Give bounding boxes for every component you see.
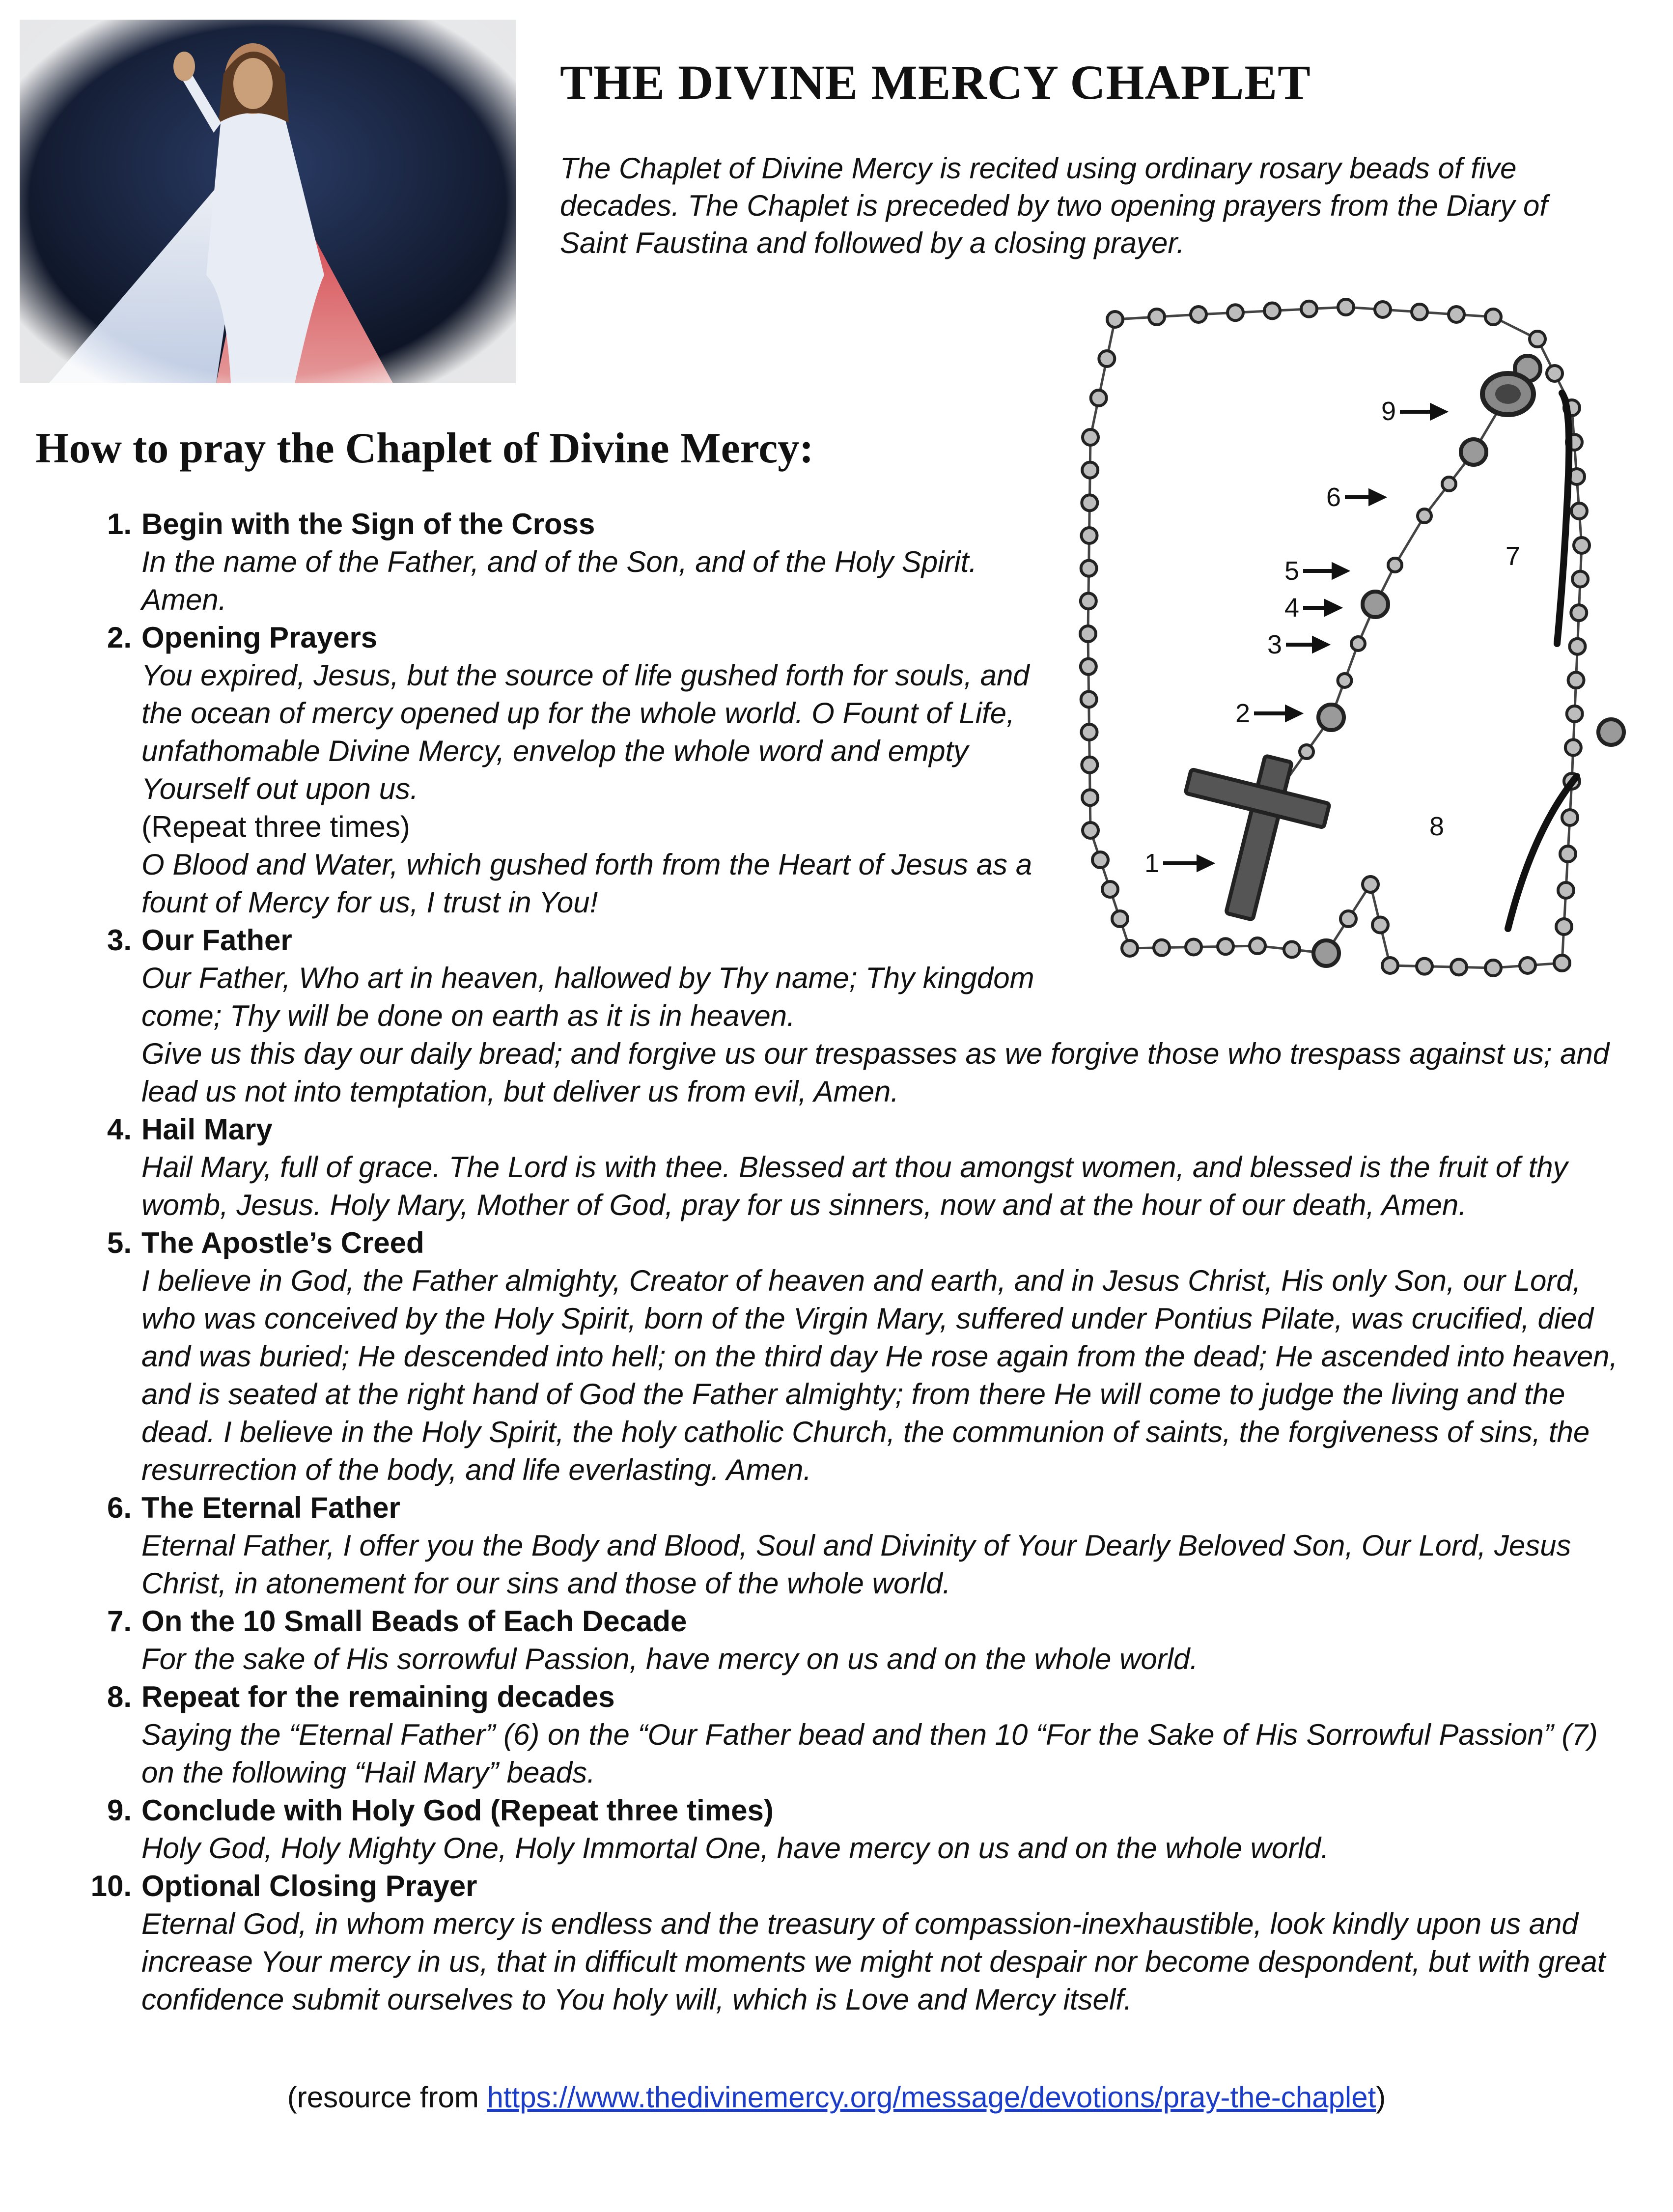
step-text-secondary: O Blood and Water, which gushed forth from the Heart of Jesus as a fount of Mercy for us, I trust in You! xyxy=(141,848,1032,919)
diagram-label-2: 2 xyxy=(1235,699,1251,728)
step-3 xyxy=(49,921,1636,1110)
rosary-bead xyxy=(1338,299,1354,315)
diagram-label-8: 8 xyxy=(1429,812,1445,841)
step-title: Optional Closing Prayer xyxy=(141,1870,477,1902)
step-number: 6. xyxy=(107,1491,132,1524)
step-number: 7. xyxy=(107,1605,132,1638)
step-title: Begin with the Sign of the Cross xyxy=(141,508,595,540)
step-title: On the 10 Small Beads of Each Decade xyxy=(141,1605,687,1638)
diagram-label-4: 4 xyxy=(1284,593,1300,623)
rosary-bead xyxy=(1547,366,1562,381)
step-number: 3. xyxy=(107,924,132,957)
step-10 xyxy=(49,1867,1636,2018)
diagram-label-1: 1 xyxy=(1144,849,1160,878)
rosary-bead xyxy=(1227,305,1243,320)
step-9 xyxy=(49,1791,1636,1867)
rosary-bead xyxy=(1082,462,1098,478)
source-suffix: ) xyxy=(1376,2081,1386,2114)
rosary-bead xyxy=(1442,477,1456,491)
step-text: Eternal Father, I offer you the Body and Blood, Soul and Divinity of Your Dearly Beloved Son, Our Lord, Jesus Christ, in atonement for our sins and those of the whole world. xyxy=(141,1529,1571,1600)
step-number: 4. xyxy=(107,1113,132,1146)
step-text: For the sake of His sorrowful Passion, have mercy on us and on the whole world. xyxy=(141,1643,1199,1675)
step-text: You expired, Jesus, but the source of life gushed forth for souls, and the ocean of mercy opened up for the whole world. O Fount of Life, unfathomable Divine Mercy, envelop the whole word and empty Yourself out upon us. xyxy=(141,659,1030,805)
rosary-bead xyxy=(1083,429,1098,445)
divine-mercy-image xyxy=(20,20,516,383)
rosary-bead xyxy=(1485,309,1501,325)
step-text: I believe in God, the Father almighty, Creator of heaven and earth, and in Jesus Christ, His only Son, our Lord, who was conceived by the Holy Spirit, born of the Virgin Mary, suffered under Pontius Pilate, was crucified, died and was buried; He descended into hell; on the third day He rose again from the dead; He ascended into heaven, and is seated at the right hand of God the Father almighty; from there He will come to judge the living and the dead. I believe in the Holy Spirit, the holy catholic Church, the communion of saints, the forgiveness of sins, the resurrection of the body, and life everlasting. Amen. xyxy=(141,1264,1618,1486)
step-number: 2. xyxy=(107,621,132,654)
step-7 xyxy=(49,1602,1636,1678)
rosary-bead xyxy=(1375,302,1391,317)
rosary-bead xyxy=(1099,351,1115,367)
step-number: 1. xyxy=(107,508,132,540)
intro-paragraph: The Chaplet of Divine Mercy is recited using ordinary rosary beads of five decades. The Chaplet is preceded by two opening prayers from the Diary of Saint Faustina and followed by a closing prayer. xyxy=(560,152,1548,259)
step-note: (Repeat three times) xyxy=(141,810,410,843)
rosary-bead xyxy=(1449,307,1464,322)
centerpiece-medal xyxy=(1482,373,1534,415)
step-text: Holy God, Holy Mighty One, Holy Immortal One, have mercy on us and on the whole world. xyxy=(141,1832,1329,1865)
step-number: 5. xyxy=(107,1226,132,1259)
step-text: Eternal God, in whom mercy is endless and the treasury of compassion-inexhaustible, look kindly upon us and increase Your mercy in us, that in difficult moments we might not despair nor become despondent, but with great confidence submit ourselves to You holy will, which is Love and Mercy itself. xyxy=(141,1907,1606,2016)
step-number: 10. xyxy=(90,1870,132,1902)
rosary-bead xyxy=(1091,390,1107,406)
divine-mercy-picture xyxy=(20,20,516,383)
rosary-bead xyxy=(1264,303,1280,319)
how-to-heading: How to pray the Chaplet of Divine Mercy: xyxy=(35,425,814,472)
step-title: Conclude with Holy God (Repeat three times) xyxy=(141,1794,774,1827)
step-text-secondary: Give us this day our daily bread; and forgive us our trespasses as we forgive those who trespass against us; and lead us not into temptation, but deliver us from evil, Amen. xyxy=(141,1037,1610,1108)
rosary-bead xyxy=(1149,309,1165,325)
step-5 xyxy=(49,1224,1636,1489)
rosary-bead xyxy=(1412,304,1427,320)
rosary-bead xyxy=(1191,307,1206,322)
step-number: 9. xyxy=(107,1794,132,1827)
step-title: The Eternal Father xyxy=(141,1491,400,1524)
source-prefix: (resource from xyxy=(287,2081,487,2114)
step-text: Hail Mary, full of grace. The Lord is with thee. Blessed art thou amongst women, and blessed is the fruit of thy womb, Jesus. Holy Mary, Mother of God, pray for us sinners, now and at the hour of our death, Amen. xyxy=(141,1151,1568,1221)
step-6 xyxy=(49,1489,1636,1602)
step-title: The Apostle’s Creed xyxy=(141,1226,424,1259)
step-text: Our Father, Who art in heaven, hallowed by Thy name; Thy kingdom come; Thy will be done on earth as it is in heaven. xyxy=(141,962,1034,1032)
step-1 xyxy=(49,505,1636,619)
diagram-label-3: 3 xyxy=(1267,630,1283,659)
diagram-label-5: 5 xyxy=(1284,556,1300,586)
rosary-large-bead xyxy=(1461,439,1486,465)
diagram-label-9: 9 xyxy=(1381,397,1396,426)
step-title: Opening Prayers xyxy=(141,621,378,654)
rosary-bead xyxy=(1301,301,1317,317)
step-title: Our Father xyxy=(141,924,292,957)
source-citation xyxy=(0,2078,1673,2116)
step-number: 8. xyxy=(107,1680,132,1713)
step-title: Hail Mary xyxy=(141,1113,273,1146)
step-text: In the name of the Father, and of the Son, and of the Holy Spirit. Amen. xyxy=(141,545,977,616)
rosary-bead xyxy=(1107,312,1123,327)
rosary-bead xyxy=(1530,331,1545,347)
step-text: Saying the “Eternal Father” (6) on the “Our Father bead and then 10 “For the Sake of His Sorrowful Passion” (7) on the following “Hail Mary” beads. xyxy=(141,1718,1598,1789)
step-title: Repeat for the remaining decades xyxy=(141,1680,615,1713)
step-8 xyxy=(49,1678,1636,1791)
source-link[interactable]: https://www.thedivinemercy.org/message/devotions/pray-the-chaplet xyxy=(487,2081,1376,2114)
diagram-label-6: 6 xyxy=(1326,482,1341,512)
step-2 xyxy=(49,619,1636,921)
steps-list xyxy=(49,505,1636,2018)
document-title: THE DIVINE MERCY CHAPLET xyxy=(560,55,1311,110)
step-4 xyxy=(49,1110,1636,1224)
diagram-label-7: 7 xyxy=(1506,541,1521,571)
